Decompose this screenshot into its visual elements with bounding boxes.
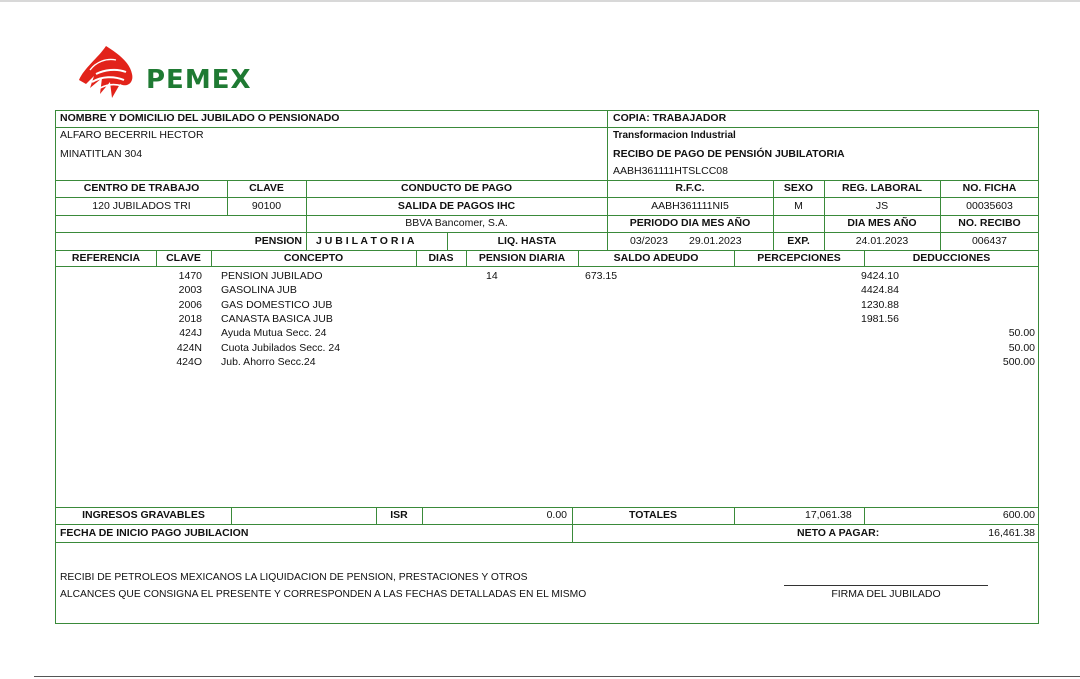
periodo-label: PERIODO DIA MES AÑO [629,217,751,229]
name-label: NOMBRE Y DOMICILIO DEL JUBILADO O PENSIONADO [60,112,340,124]
signature-label: FIRMA DEL JUBILADO [831,588,941,600]
isr-label: ISR [390,509,408,521]
exp-date: 24.01.2023 [855,235,909,247]
conducto-label: CONDUCTO DE PAGO [400,182,513,194]
row-clave: 424J [179,327,202,339]
signature-line [784,585,988,586]
rule [56,542,1039,543]
row-concepto: Jub. Ahorro Secc.24 [221,356,316,368]
sexo-value: M [794,200,803,212]
rule [56,266,1039,267]
rule [56,180,1039,181]
pension-type: J U B I L A T O R I A [316,235,415,247]
ingresos-label: INGRESOS GRAVABLES [82,509,205,521]
rule [56,127,1039,128]
row-dias: 14 [486,270,498,282]
col-pension-diaria: PENSION DIARIA [478,252,566,264]
total-deducciones: 600.00 [1002,509,1035,521]
rule [56,232,1039,233]
col-concepto: CONCEPTO [283,252,344,264]
reg-value: JS [875,200,889,212]
row-deduccion: 50.00 [1008,327,1035,339]
neto-value: 16,461.38 [988,527,1035,539]
row-pension-diaria: 673.15 [585,270,618,282]
neto-label: NETO A PAGAR: [797,527,880,539]
centro-label: CENTRO DE TRABAJO [83,182,200,194]
row-concepto: GASOLINA JUB [221,284,297,296]
rule [56,507,1039,508]
row-percepcion: 9424.10 [861,270,899,282]
row-concepto: CANASTA BASICA JUB [221,313,333,325]
ficha-value: 00035603 [966,200,1013,212]
col-saldo-adeudo: SALDO ADEUDO [613,252,699,264]
row-clave: 2006 [178,299,202,311]
bottom-edge [34,676,1080,677]
row-deduccion: 500.00 [1002,356,1035,368]
pemex-logo [76,44,266,102]
liq-date: 29.01.2023 [689,235,742,247]
row-clave: 2018 [178,313,202,325]
recibo-label: NO. RECIBO [958,217,1021,229]
row-percepcion: 1981.56 [861,313,899,325]
row-concepto: GAS DOMESTICO JUB [221,299,333,311]
rfc-value: AABH361111NI5 [651,200,729,212]
division: Transformacion Industrial [613,130,736,141]
row-clave: 424O [176,356,202,368]
periodo-value: 03/2023 [630,235,668,247]
top-edge [0,0,1080,2]
reg-label: REG. LABORAL [842,182,922,194]
rule [56,197,1039,198]
col-dias: DIAS [428,252,454,264]
row-clave: 1470 [178,270,202,282]
rule [56,215,1039,216]
brand-name: PEMEX [146,65,252,95]
row-concepto: PENSION JUBILADO [221,270,323,282]
rule [734,507,735,524]
row-deduccion: 50.00 [1008,342,1035,354]
pension-label: PENSION [254,235,302,247]
row-percepcion: 1230.88 [861,299,899,311]
col-clave: CLAVE [166,252,201,264]
pemex-eagle-flame-icon [76,44,138,102]
ficha-label: NO. FICHA [962,182,1017,194]
bank-name: BBVA Bancomer, S.A. [405,217,508,229]
row-clave: 2003 [178,284,202,296]
row-concepto: Ayuda Mutua Secc. 24 [221,327,327,339]
pensioner-address: MINATITLAN 304 [60,148,143,160]
curp: AABH361111HTSLCC08 [613,165,728,177]
rule [56,524,1039,525]
sexo-label: SEXO [783,182,814,194]
rule [56,250,1039,251]
col-deducciones: DEDUCCIONES [912,252,991,264]
row-clave: 424N [176,342,202,354]
receipt-title: RECIBO DE PAGO DE PENSIÓN JUBILATORIA [613,148,845,160]
recibo-value: 006437 [971,235,1008,247]
row-percepcion: 4424.84 [861,284,899,296]
liq-label: LIQ. HASTA [497,235,557,247]
clave-value: 90100 [251,200,282,212]
declaration-line2: ALCANCES QUE CONSIGNA EL PRESENTE Y CORRESPONDEN A LAS FECHAS DETALLADAS EN EL MISMO [60,589,587,600]
row-concepto: Cuota Jubilados Secc. 24 [221,342,341,354]
clave-label: CLAVE [249,182,284,194]
isr-value: 0.00 [546,509,567,521]
conducto-value: SALIDA DE PAGOS IHC [397,200,516,212]
pensioner-name: ALFARO BECERRIL HECTOR [60,129,204,141]
rfc-label: R.F.C. [675,182,705,194]
exp-label: EXP. [787,235,810,247]
exp-date-label: DIA MES AÑO [847,217,917,229]
centro-value: 120 JUBILADOS TRI [92,200,191,212]
col-percepciones: PERCEPCIONES [757,252,841,264]
declaration-line1: RECIBI DE PETROLEOS MEXICANOS LA LIQUIDACION DE PENSION, PRESTACIONES Y OTROS [60,572,528,583]
fecha-inicio-label: FECHA DE INICIO PAGO JUBILACION [60,527,249,539]
rule [231,507,232,524]
rule [864,507,865,524]
total-percepciones: 17,061.38 [805,509,852,521]
col-referencia: REFERENCIA [71,252,141,264]
totales-label: TOTALES [628,509,678,521]
copy-label: COPIA: TRABAJADOR [613,112,727,124]
